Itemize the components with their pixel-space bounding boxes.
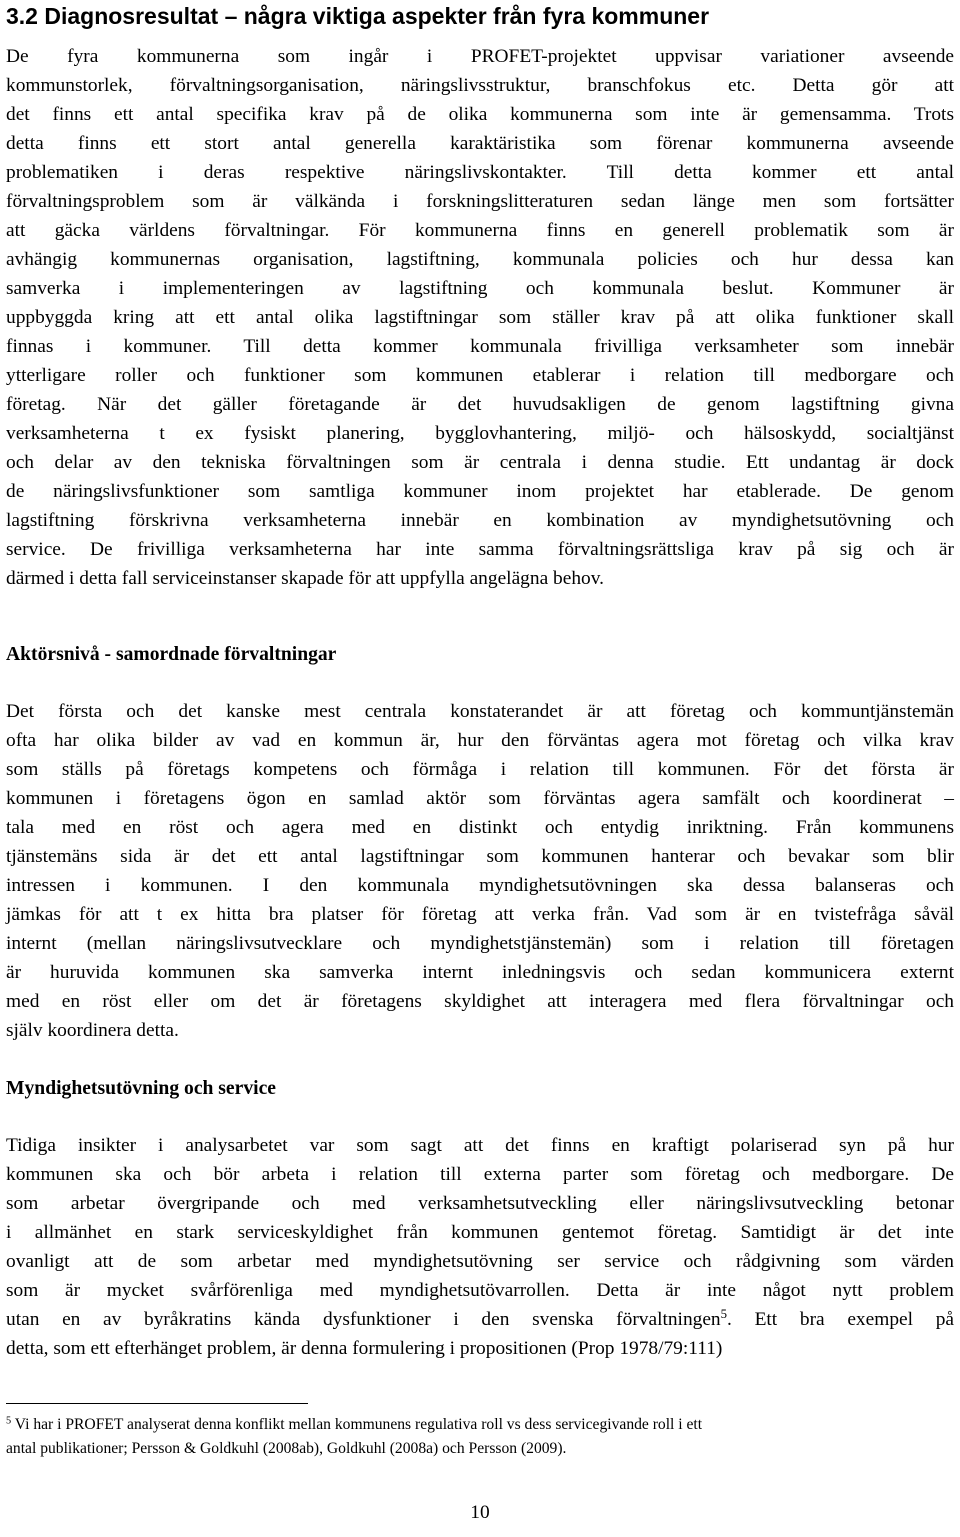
paragraph-line: avhängig kommunernas organisation, lagstiftning, kommunala policies och hur dessa kan <box>6 249 954 270</box>
aktorsniva-paragraph <box>6 697 954 1045</box>
paragraph-line: detta finns ett stort antal generella karaktäristika som förenar kommunerna avseende <box>6 133 954 154</box>
intro-paragraph <box>6 42 954 593</box>
paragraph-line: och delar av den tekniska förvaltningen som är centrala i denna studie. Ett undantag är dock <box>6 452 954 473</box>
footnote-text-line-2: antal publikationer; Persson & Goldkuhl (2008ab), Goldkuhl (2008a) och Persson (2009). <box>6 1440 567 1457</box>
page-number: 10 <box>470 1502 490 1523</box>
paragraph-line: som ställs på företags kompetens och förmåga i relation till kommunen. För det första är <box>6 759 954 780</box>
paragraph-line: som arbetar övergripande och med verksamhetsutveckling eller näringslivsutveckling betonar <box>6 1193 954 1214</box>
footnote-ref-mark[interactable]: 5 <box>720 1306 728 1321</box>
document-page <box>6 0 954 1537</box>
section-heading: 3.2 Diagnosresultat – några viktiga aspekter från fyra kommuner <box>6 3 710 29</box>
paragraph-line: internt (mellan näringslivsutvecklare och myndighetstjänstemän) som i relation till företagen <box>6 933 954 954</box>
paragraph-line: därmed i detta fall serviceinstanser skapade för att uppfylla angelägna behov. <box>6 568 604 589</box>
subsection-heading-aktorsniva: Aktörsnivå - samordnade förvaltningar <box>6 644 337 665</box>
footnote-line <box>6 1413 954 1437</box>
paragraph-line: detta, som ett efterhänget problem, är denna formulering i propositionen (Prop 1978/79:111) <box>6 1338 723 1359</box>
paragraph-line: intressen i kommunen. I den kommunala myndighetsutövningen ska dessa balanseras och <box>6 875 954 896</box>
paragraph-line: verksamheterna t ex fysiskt planering, bygglovhantering, miljö- och hälsoskydd, socialtjänst <box>6 423 954 444</box>
paragraph-line: med en röst eller om det är företagens skyldighet att interagera med flera förvaltningar och <box>6 991 954 1012</box>
footnote-mark: 5 <box>6 1415 12 1427</box>
paragraph-line: kommunen i företagens ögon en samlad aktör som förväntas agera samfält och koordinerat – <box>6 788 954 809</box>
paragraph-line: tjänstemäns sida är det ett antal lagstiftningar som kommunen hanterar och bevakar som blir <box>6 846 954 867</box>
paragraph-line: tala med en röst och agera med en distinkt och entydig inriktning. Från kommunens <box>6 817 954 838</box>
paragraph-line: uppbyggda kring att ett antal olika lagstiftningar som ställer krav på att olika funktioner skall <box>6 307 954 328</box>
paragraph-line-with-footnote-ref <box>6 1305 954 1334</box>
footnote-separator <box>6 1403 308 1404</box>
paragraph-line: de näringslivsfunktioner som samtliga kommuner inom projektet har etablerade. De genom <box>6 481 954 502</box>
paragraph-line: ovanligt att de som arbetar med myndighetsutövning ser service och rådgivning som värden <box>6 1251 954 1272</box>
paragraph-line: finnas i kommuner. Till detta kommer kommunala frivilliga verksamheter som innebär <box>6 336 954 357</box>
paragraph-line: förvaltningsproblem som är välkända i forskningslitteraturen sedan länge men som fortsätter <box>6 191 954 212</box>
line-text-after-ref: . Ett bra exempel på <box>727 1309 954 1330</box>
paragraph-line: företag. När det gäller företagande är det huvudsakligen de genom lagstiftning givna <box>6 394 954 415</box>
paragraph-line: Det första och det kanske mest centrala konstaterandet är att företag och kommuntjänstemän <box>6 701 954 722</box>
paragraph-line: att gäcka världens förvaltningar. För kommunerna finns en generell problematik som är <box>6 220 954 241</box>
paragraph-line: lagstiftning förskrivna verksamheterna innebär en kombination av myndighetsutövning och <box>6 510 954 531</box>
paragraph-line: i allmänhet en stark serviceskyldighet från kommunen gentemot företag. Samtidigt är det inte <box>6 1222 954 1243</box>
footnote-text-line-1: Vi har i PROFET analyserat denna konflikt mellan kommunens regulativa roll vs dess servicegivande roll i ett <box>11 1416 703 1433</box>
line-text-before-ref: utan en av byråkratins kända dysfunktioner i den svenska förvaltningen <box>6 1309 721 1330</box>
paragraph-line: samverka i implementeringen av lagstiftning och kommunala beslut. Kommuner är <box>6 278 954 299</box>
myndighetsutovning-paragraph <box>6 1131 954 1363</box>
paragraph-line: problematiken i deras respektive näringslivskontakter. Till detta kommer ett antal <box>6 162 954 183</box>
paragraph-line: service. De frivilliga verksamheterna har inte samma förvaltningsrättsliga krav på sig och är <box>6 539 954 560</box>
paragraph-line: De fyra kommunerna som ingår i PROFET-projektet uppvisar variationer avseende <box>6 46 954 67</box>
footnote <box>6 1413 954 1461</box>
paragraph-line: Tidiga insikter i analysarbetet var som sagt att det finns en kraftigt polariserad syn på hur <box>6 1135 954 1156</box>
paragraph-line: det finns ett antal specifika krav på de olika kommunerna som inte är gemensamma. Trots <box>6 104 954 125</box>
paragraph-line: ytterligare roller och funktioner som kommunen etablerar i relation till medborgare och <box>6 365 954 386</box>
paragraph-line: kommunen ska och bör arbeta i relation till externa parter som företag och medborgare. De <box>6 1164 954 1185</box>
paragraph-line: jämkas för att t ex hitta bra platser för företag att verka från. Vad som är en tvistefråga såväl <box>6 904 954 925</box>
paragraph-line: själv koordinera detta. <box>6 1020 179 1041</box>
paragraph-line: som är mycket svårförenliga med myndighetsutövarrollen. Detta är inte något nytt problem <box>6 1280 954 1301</box>
paragraph-line: är huruvida kommunen ska samverka internt inledningsvis och sedan kommunicera externt <box>6 962 954 983</box>
subsection-heading-myndighetsutovning: Myndighetsutövning och service <box>6 1078 276 1099</box>
paragraph-line: ofta har olika bilder av vad en kommun är, hur den förväntas agera mot företag och vilka krav <box>6 730 954 751</box>
paragraph-line: kommunstorlek, förvaltningsorganisation, näringslivsstruktur, branschfokus etc. Detta gör att <box>6 75 954 96</box>
